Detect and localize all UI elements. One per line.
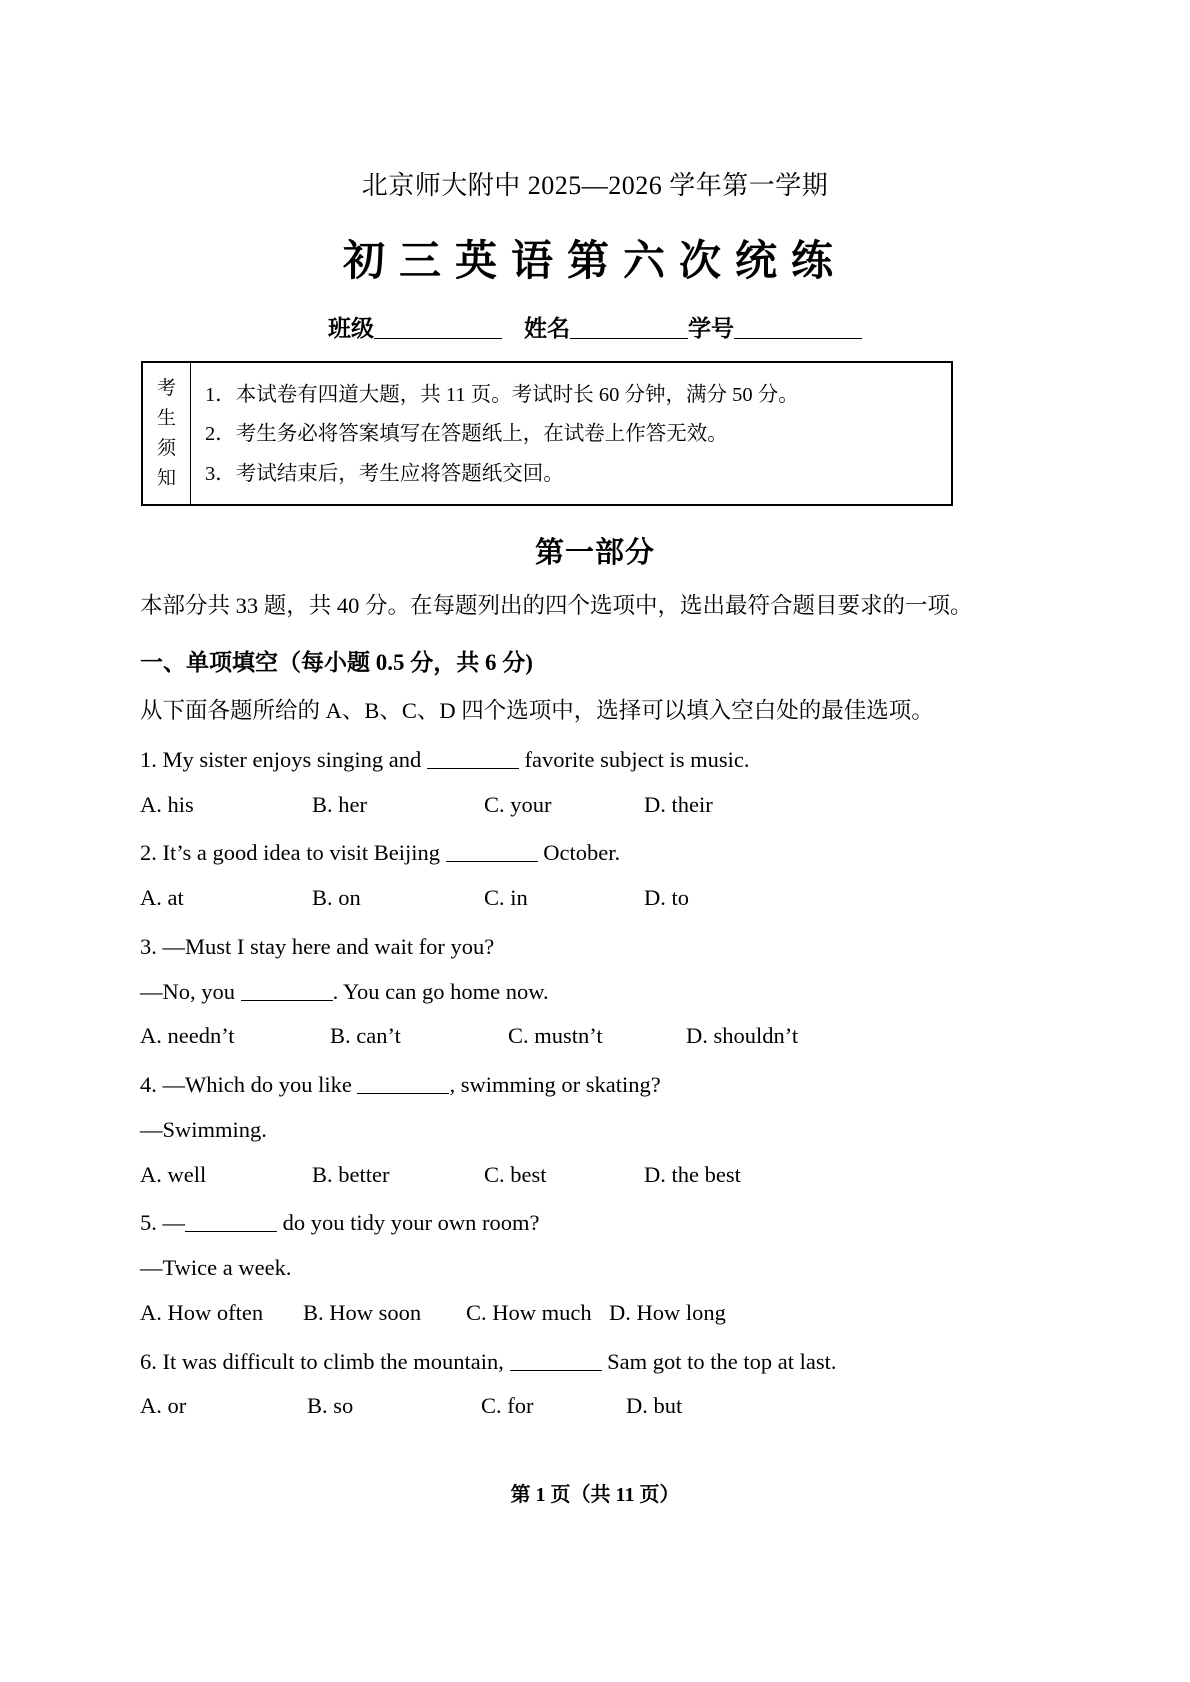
- question-6: [140, 1345, 1050, 1424]
- option-b[interactable]: B. on: [312, 885, 361, 911]
- option-c[interactable]: C. in: [484, 885, 528, 911]
- notice-side-char-1: 生: [156, 407, 176, 429]
- question-stem: 3. —Must I stay here and wait for you?: [140, 933, 495, 959]
- option-a[interactable]: A. or: [140, 1393, 187, 1419]
- name-field-label: 姓名: [524, 316, 570, 341]
- question-3: [140, 930, 1050, 1053]
- option-b[interactable]: B. How soon: [303, 1299, 422, 1325]
- class-field-blank[interactable]: [374, 315, 502, 339]
- option-c[interactable]: C. best: [484, 1161, 547, 1187]
- option-d[interactable]: D. but: [626, 1393, 683, 1419]
- notice-side-char-3: 知: [156, 468, 176, 490]
- stem-text-after: favorite subject is music.: [518, 746, 750, 772]
- answer-blank[interactable]: [241, 979, 333, 1000]
- name-field-blank[interactable]: [570, 315, 688, 339]
- option-a[interactable]: A. How often: [140, 1299, 264, 1325]
- notice-item: 1．本试卷有四道大题，共 11 页。考试时长 60 分钟，满分 50 分。: [205, 383, 799, 406]
- student-id-field-blank[interactable]: [734, 315, 862, 339]
- page-footer: 第 1 页（共 11 页）: [510, 1484, 680, 1506]
- school-term-line: 北京师大附中 2025—2026 学年第一学期: [361, 171, 829, 200]
- stem-text-after: Sam got to the top at last.: [601, 1348, 837, 1374]
- option-d[interactable]: D. their: [644, 791, 713, 817]
- notice-side-label: [143, 363, 191, 504]
- question-stem: [140, 1206, 1050, 1240]
- exam-notice-box: [141, 361, 953, 506]
- answer-blank[interactable]: [427, 748, 519, 769]
- option-c[interactable]: C. mustn’t: [508, 1023, 603, 1049]
- option-a[interactable]: A. his: [140, 791, 194, 817]
- option-b[interactable]: B. her: [312, 791, 367, 817]
- stem-text-before: 6. It was difficult to climb the mountain,: [140, 1348, 510, 1374]
- notice-side-char-2: 须: [156, 438, 176, 460]
- option-c[interactable]: C. How much: [466, 1299, 592, 1325]
- question-options: [140, 1158, 1050, 1192]
- stem-text-after: . You can go home now.: [332, 978, 549, 1004]
- exam-title: 初三英语第六次统练: [342, 236, 847, 285]
- section-heading: 一、单项填空（每小题 0.5 分，共 6 分): [140, 649, 533, 675]
- question-stem-reply: —Twice a week.: [140, 1255, 292, 1281]
- stem-text-before: —No, you: [140, 978, 241, 1004]
- notice-item: 2．考生务必将答案填写在答题纸上，在试卷上作答无效。: [205, 423, 728, 446]
- stem-text-before: 4. —Which do you like: [140, 1072, 358, 1098]
- option-a[interactable]: A. needn’t: [140, 1023, 235, 1049]
- question-1: [140, 743, 1050, 822]
- option-b[interactable]: B. so: [307, 1393, 354, 1419]
- option-a[interactable]: A. at: [140, 885, 184, 911]
- option-d[interactable]: D. How long: [609, 1299, 726, 1325]
- question-2: [140, 836, 1050, 915]
- page-content: [140, 0, 1050, 1425]
- question-stem-reply: [140, 975, 1050, 1009]
- question-options: [140, 1389, 1050, 1423]
- stem-text-before: 5. —: [140, 1210, 185, 1236]
- notice-side-char-0: 考: [156, 377, 176, 399]
- section-instruction: 从下面各题所给的 A、B、C、D 四个选项中，选择可以填入空白处的最佳选项。: [140, 698, 934, 724]
- question-stem: [140, 743, 1050, 777]
- answer-blank[interactable]: [446, 841, 538, 862]
- notice-body: [191, 363, 951, 504]
- question-stem-reply: —Swimming.: [140, 1116, 267, 1142]
- question-4: [140, 1068, 1050, 1191]
- question-options: [140, 788, 1050, 822]
- student-info-row: [140, 310, 1050, 343]
- question-5: [140, 1206, 1050, 1329]
- notice-item: 3．考试结束后，考生应将答题纸交回。: [205, 462, 564, 485]
- question-options: [140, 881, 1050, 915]
- option-c[interactable]: C. for: [481, 1393, 534, 1419]
- class-field-label: 班级: [328, 316, 374, 341]
- option-a[interactable]: A. well: [140, 1161, 207, 1187]
- option-b[interactable]: B. better: [312, 1161, 390, 1187]
- answer-blank[interactable]: [357, 1073, 449, 1094]
- part-title: 第一部分: [534, 537, 655, 569]
- stem-text-after: October.: [537, 840, 621, 866]
- stem-text-before: 2. It’s a good idea to visit Beijing: [140, 840, 446, 866]
- option-d[interactable]: D. to: [644, 885, 689, 911]
- option-d[interactable]: D. the best: [644, 1161, 741, 1187]
- question-stem: [140, 1345, 1050, 1379]
- stem-text-before: 1. My sister enjoys singing and: [140, 746, 427, 772]
- question-stem: [140, 836, 1050, 870]
- option-d[interactable]: D. shouldn’t: [686, 1023, 799, 1049]
- answer-blank[interactable]: [510, 1349, 602, 1370]
- answer-blank[interactable]: [185, 1211, 277, 1232]
- question-options: [140, 1296, 1050, 1330]
- stem-text-after: , swimming or skating?: [449, 1072, 661, 1098]
- question-options: [140, 1019, 1050, 1053]
- part-description: 本部分共 33 题，共 40 分。在每题列出的四个选项中，选出最符合题目要求的一项。: [140, 593, 973, 618]
- option-b[interactable]: B. can’t: [330, 1023, 401, 1049]
- question-stem: [140, 1068, 1050, 1102]
- student-id-field-label: 学号: [688, 316, 734, 341]
- stem-text-after: do you tidy your own room?: [277, 1210, 540, 1236]
- option-c[interactable]: C. your: [484, 791, 552, 817]
